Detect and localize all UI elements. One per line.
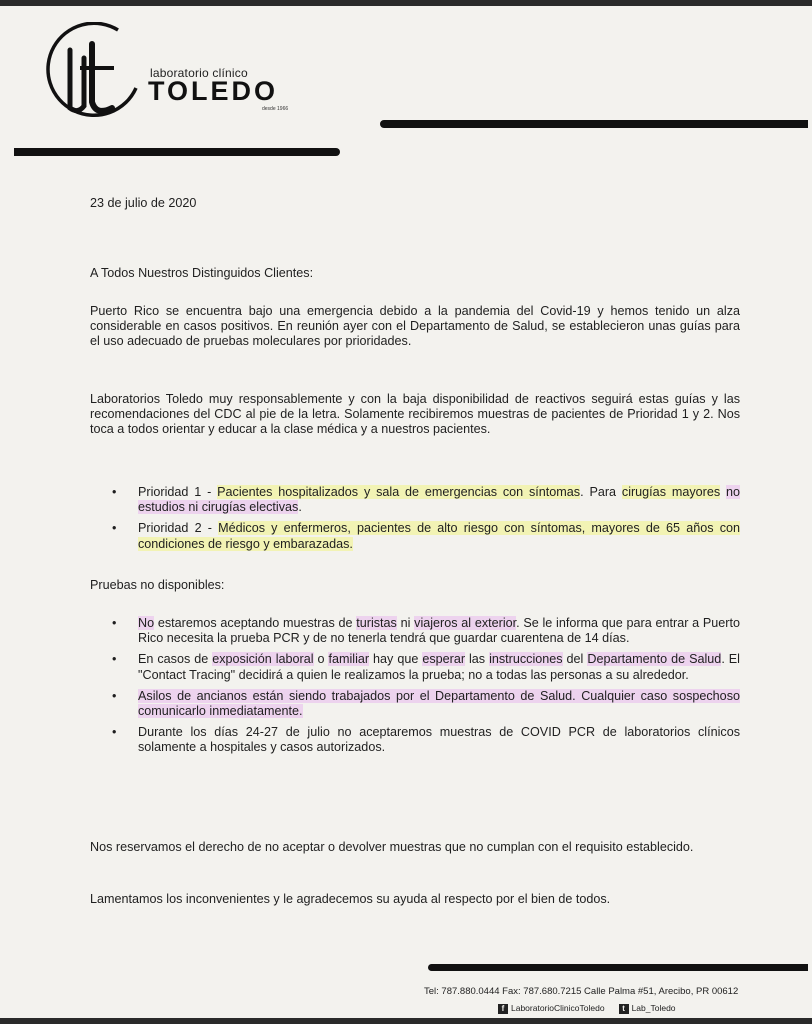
facebook-handle[interactable]: LaboratorioClinicoToledo: [511, 1003, 605, 1013]
list-item-priority-1: • Prioridad 1 - Pacientes hospitalizados y sala de emergencias con síntomas. Para cirugías mayores no estudios ni cirugías electivas.: [112, 485, 740, 515]
list-item-nursing-homes: • Asilos de ancianos están siendo trabajados por el Departamento de Salud. Cualquier caso sospechoso comunicarlo inmediatamente.: [112, 688, 740, 719]
top-border: [0, 0, 812, 6]
paragraph-guidelines: Laboratorios Toledo muy responsablemente y con la baja disponibilidad de reactivos seguirá estas guías y las recomendaciones del CDC al pie de la letra. Solamente recibiremos muestras de pacientes de Prioridad 1 y 2. Nos toca a todos orientar y educar a la clase médica y a nuestros pacientes.: [90, 392, 740, 437]
footer-social: [498, 1003, 676, 1014]
letter-greeting: A Todos Nuestros Distinguidos Clientes:: [90, 266, 314, 280]
logo-since: desde 1966: [262, 106, 289, 112]
logo-name: TOLEDO: [148, 76, 279, 106]
list-item-exposure: • En casos de exposición laboral o familiar hay que esperar las instrucciones del Departamento de Salud. El "Contact Tracing" decidirá a quien le realizamos la prueba; no a todas las personas a su alrededor.: [112, 652, 740, 682]
paragraph-reservation: Nos reservamos el derecho de no aceptar o devolver muestras que no cumplan con el requisito establecido.: [90, 840, 694, 854]
logo-subtitle: laboratorio clínico: [150, 66, 248, 80]
letter-date: 23 de julio de 2020: [90, 196, 197, 210]
list-item-travelers: • No estaremos aceptando muestras de turistas ni viajeros al exterior. Se le informa que para entrar a Puerto Rico necesita la prueba PCR y de no tenerla tendrá que guardar cuarentena de 14 días.: [112, 616, 740, 646]
priority-list: [112, 485, 740, 558]
header-rule-right: [380, 120, 808, 128]
bullet-icon: •: [112, 521, 117, 536]
unavailable-tests-list: [112, 616, 740, 762]
list-item-priority-2: • Prioridad 2 - Médicos y enfermeros, pacientes de alto riesgo con síntomas, mayores de 65 años con condiciones de riesgo y embarazadas.: [112, 521, 740, 551]
bullet-icon: •: [112, 725, 117, 740]
facebook-icon: f: [498, 1004, 508, 1014]
twitter-icon: t: [619, 1004, 629, 1014]
unavailable-tests-heading: Pruebas no disponibles:: [90, 578, 225, 592]
toledo-logo: [38, 22, 142, 126]
bullet-icon: •: [112, 652, 117, 667]
bullet-icon: •: [112, 616, 117, 630]
footer-rule: [428, 964, 808, 971]
bullet-icon: •: [112, 485, 117, 499]
list-item-july-dates: • Durante los días 24-27 de julio no aceptaremos muestras de COVID PCR de laboratorios clínicos solamente a hospitales y casos autorizados.: [112, 725, 740, 755]
twitter-handle[interactable]: Lab_Toledo: [631, 1003, 676, 1013]
bullet-icon: •: [112, 688, 117, 703]
header-rule-left: [14, 148, 340, 156]
paragraph-emergency: Puerto Rico se encuentra bajo una emergencia debido a la pandemia del Covid-19 y hemos tenido un alza considerable en casos positivos. En reunión ayer con el Departamento de Salud, se establecieron unas guías para el uso adecuado de pruebas moleculares por prioridades.: [90, 304, 740, 349]
footer-contact: Tel: 787.880.0444 Fax: 787.680.7215 Calle Palma #51, Arecibo, PR 00612: [424, 986, 739, 997]
bottom-border: [0, 1018, 812, 1024]
paragraph-closing: Lamentamos los inconvenientes y le agradecemos su ayuda al respecto por el bien de todos.: [90, 892, 611, 906]
